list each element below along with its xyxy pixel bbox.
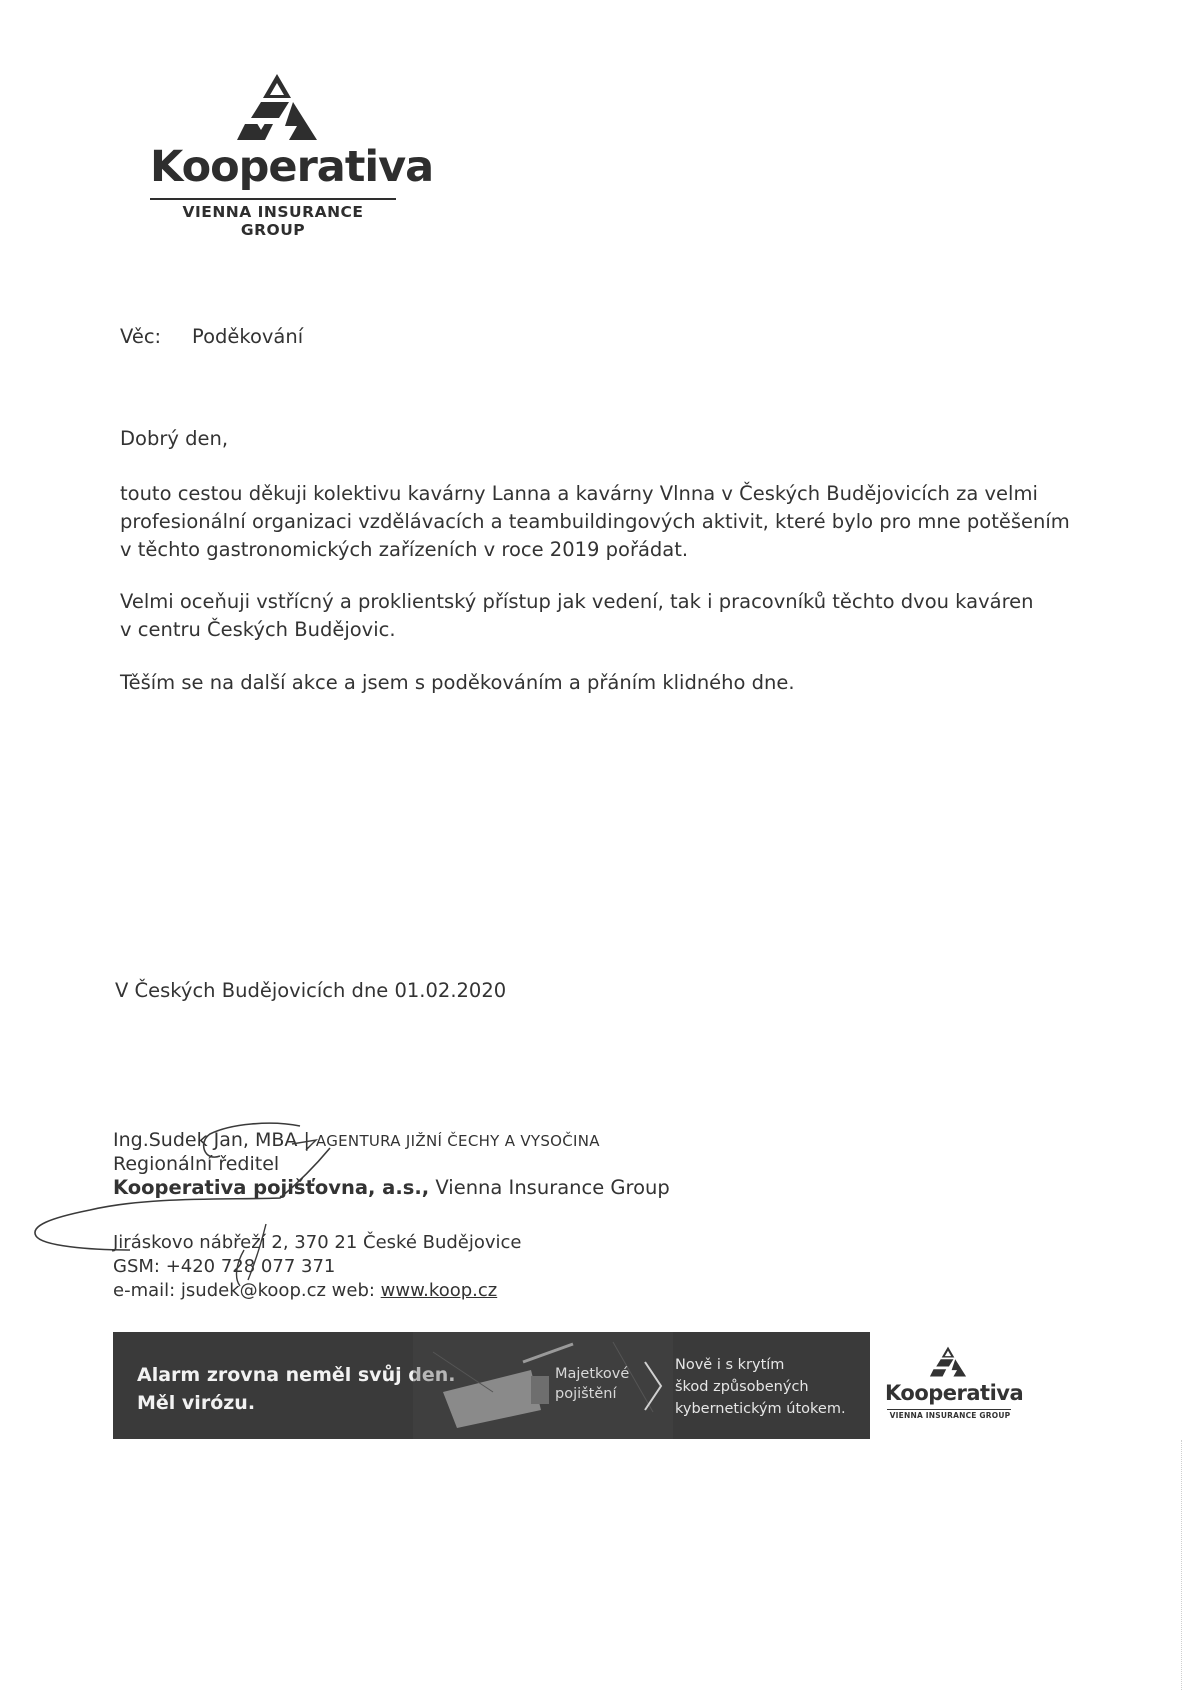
banner-product-line: Majetkové xyxy=(555,1366,630,1382)
banner-product xyxy=(555,1364,629,1404)
company-name: Kooperativa pojišťovna, a.s., xyxy=(113,1176,430,1199)
banner-offer xyxy=(675,1354,846,1420)
paragraph-2 xyxy=(120,588,1070,644)
company-group: Vienna Insurance Group xyxy=(429,1176,670,1199)
logo-divider xyxy=(150,198,396,200)
banner-headline-line: Měl virózu. xyxy=(137,1392,256,1414)
signatory-name: Ing.Sudek Jan, MBA | xyxy=(113,1129,316,1151)
logo-subtitle: VIENNA INSURANCE GROUP xyxy=(182,203,364,239)
ad-banner[interactable] xyxy=(113,1332,870,1439)
handwritten-signature xyxy=(30,1100,350,1290)
website-link[interactable]: www.koop.cz xyxy=(380,1280,498,1301)
banner-headline xyxy=(137,1361,455,1417)
paragraph-line: v centru Českých Budějovic. xyxy=(120,618,396,641)
paragraph-1 xyxy=(120,480,1070,564)
banner-product-line: pojištění xyxy=(555,1386,617,1402)
footer-logo-subtitle: VIENNA INSURANCE GROUP xyxy=(889,1411,1011,1420)
kooperativa-triangle-icon xyxy=(929,1345,967,1379)
paragraph-line: Velmi oceňuji vstřícný a proklientský přístup jak vedení, tak i pracovníků těchto dvou kaváren xyxy=(120,590,1034,613)
banner-offer-line: škod způsobených xyxy=(675,1379,809,1395)
footer-logo xyxy=(885,1345,1024,1435)
email: e-mail: jsudek@koop.cz web: xyxy=(113,1280,381,1301)
security-camera-icon xyxy=(413,1332,673,1439)
paragraph-line: profesionální organizaci vzdělávacích a teambuildingových aktivit, které bylo pro mne potěšením xyxy=(120,510,1070,533)
subject-label: Věc: xyxy=(120,325,162,348)
phone: GSM: +420 728 077 371 xyxy=(113,1256,336,1277)
logo-wordmark: Kooperativa xyxy=(150,142,434,192)
banner-offer-line: kybernetickým útokem. xyxy=(675,1401,846,1417)
scan-artifact xyxy=(1181,1440,1183,1690)
greeting: Dobrý den, xyxy=(120,427,229,450)
paragraph-line: Těším se na další akce a jsem s poděkováním a přáním klidného dne. xyxy=(120,671,795,694)
paragraph-3 xyxy=(120,669,1070,697)
place-and-date: V Českých Budějovicích dne 01.02.2020 xyxy=(115,979,507,1002)
banner-headline-line: Alarm zrovna neměl svůj den. xyxy=(137,1364,456,1386)
kooperativa-triangle-icon xyxy=(235,72,319,144)
subject-value: Poděkování xyxy=(192,325,304,348)
footer-logo-wordmark: Kooperativa xyxy=(885,1381,1024,1405)
paragraph-line: touto cestou děkuji kolektivu kavárny Lanna a kavárny Vlnna v Českých Budějovicích za velmi xyxy=(120,482,1038,505)
address: Jiráskovo nábřeží 2, 370 21 České Budějovice xyxy=(113,1232,522,1253)
footer-logo-divider xyxy=(887,1409,1011,1410)
paragraph-line: v těchto gastronomických zařízeních v roce 2019 pořádat. xyxy=(120,538,689,561)
chevron-right-icon xyxy=(641,1360,665,1412)
agency-name: AGENTURA JIŽNÍ ČECHY A VYSOČINA xyxy=(315,1132,600,1150)
banner-offer-line: Nově i s krytím xyxy=(675,1357,785,1373)
signatory-title: Regionální ředitel xyxy=(113,1153,280,1175)
